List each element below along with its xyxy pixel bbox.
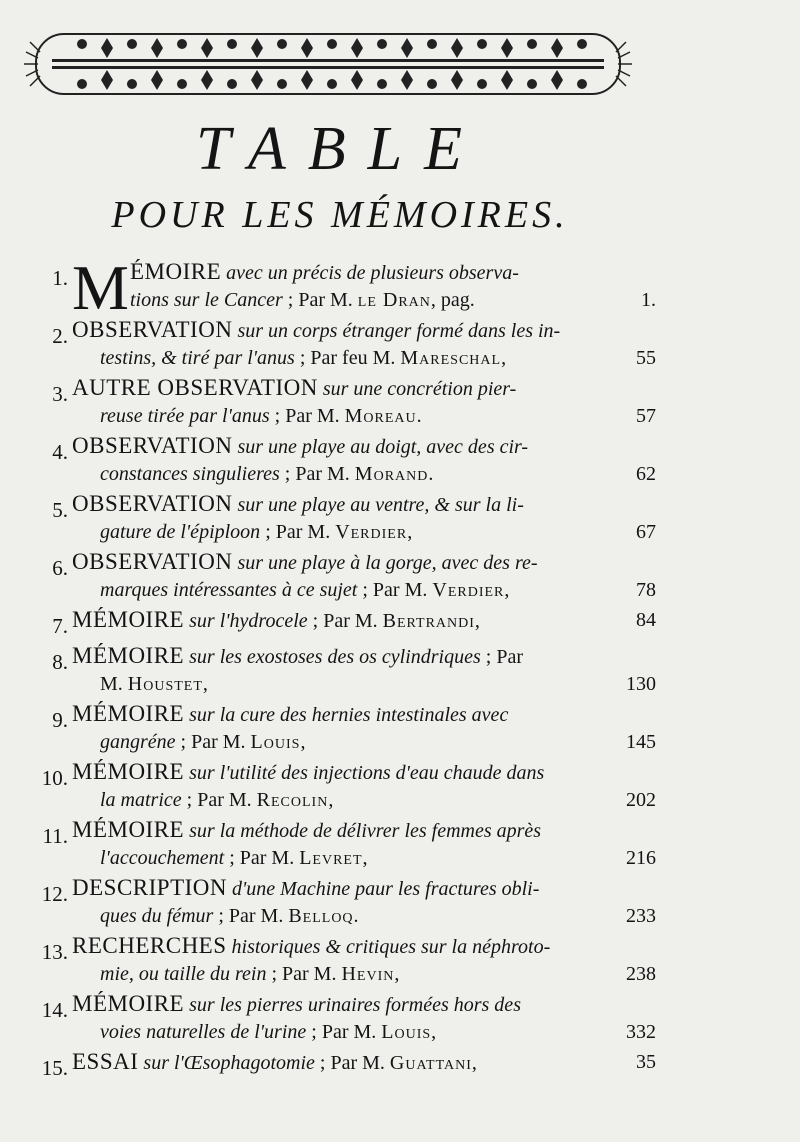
drop-cap: M	[72, 252, 129, 323]
entry-line-1: MÉMOIRE sur l'utilité des injections d'eau chaude dans	[72, 759, 545, 784]
entry-number: 9.	[52, 708, 68, 732]
entry-line-1: ÉMOIRE avec un précis de plusieurs observa-	[130, 259, 519, 284]
toc-entry	[28, 252, 656, 323]
toc-entry	[28, 490, 656, 548]
toc-entry	[28, 1048, 656, 1084]
entry-page-number: 78	[636, 579, 656, 601]
entry-line-2: gangréne ; Par M. Louis,	[100, 731, 306, 753]
entry-page-number: 145	[626, 731, 656, 753]
entry-line-1: MÉMOIRE sur la méthode de délivrer les femmes après	[72, 817, 542, 842]
entry-line-1: AUTRE OBSERVATION sur une concrétion pier-	[72, 375, 517, 400]
toc-entry	[28, 816, 656, 874]
entry-number: 13.	[41, 940, 68, 964]
entry-page-number: 332	[626, 1021, 656, 1043]
entry-line-2: M. Houstet,	[100, 673, 208, 695]
entry-page-number: 238	[626, 963, 656, 985]
entry-number: 11.	[42, 824, 68, 848]
entry-line-1: RECHERCHES historiques & critiques sur la néphroto-	[72, 933, 551, 958]
entry-number: 1.	[52, 266, 68, 290]
entry-page-number: 1.	[641, 289, 656, 311]
toc-entry	[28, 990, 656, 1048]
entry-page-number: 67	[636, 521, 656, 543]
entry-line-2: voies naturelles de l'urine ; Par M. Louis,	[100, 1021, 437, 1043]
entry-page-number: 202	[626, 789, 656, 811]
entry-line-2: constances singulieres ; Par M. Morand.	[100, 463, 435, 485]
entry-line-2: tions sur le Cancer ; Par M. le Dran, pag.	[130, 289, 475, 311]
toc-entry	[28, 548, 656, 606]
entry-line-2: gature de l'épiploon ; Par M. Verdier,	[100, 521, 413, 543]
page-title: TABLE	[196, 115, 484, 183]
toc-entry	[28, 606, 656, 642]
entry-page-number: 57	[636, 405, 656, 427]
entry-line-2: testins, & tiré par l'anus ; Par feu M. Mareschal,	[100, 347, 507, 369]
entry-line-2: reuse tirée par l'anus ; Par M. Moreau.	[100, 405, 423, 427]
toc-entry	[28, 642, 656, 700]
entry-number: 4.	[52, 440, 68, 464]
decorative-header-ornament	[22, 26, 634, 102]
toc-entry	[28, 316, 656, 374]
entry-number: 2.	[52, 324, 68, 348]
entry-line-1: MÉMOIRE sur les pierres urinaires formées hors des	[72, 991, 521, 1016]
entry-number: 10.	[41, 766, 68, 790]
toc-entry	[28, 932, 656, 990]
entry-page-number: 130	[626, 673, 656, 695]
entry-line-2: marques intéressantes à ce sujet ; Par M. Verdier,	[100, 579, 510, 601]
entry-line-1: MÉMOIRE sur les exostoses des os cylindriques ; Par	[72, 643, 523, 668]
toc-entry	[28, 874, 656, 932]
entry-line-2: l'accouchement ; Par M. Levret,	[100, 847, 368, 869]
toc-entry	[28, 432, 656, 490]
entry-page-number: 233	[626, 905, 656, 927]
entry-number: 14.	[41, 998, 68, 1022]
entry-page-number: 84	[636, 609, 656, 631]
entry-page-number: 55	[636, 347, 656, 369]
entry-number: 12.	[41, 882, 68, 906]
entry-page-number: 216	[626, 847, 656, 869]
entry-number: 5.	[52, 498, 68, 522]
entry-number: 15.	[41, 1056, 68, 1080]
entry-number: 6.	[52, 556, 68, 580]
entry-number: 3.	[52, 382, 68, 406]
entry-page-number: 35	[636, 1051, 656, 1073]
entry-line-1: OBSERVATION sur une playe au doigt, avec des cir-	[72, 433, 529, 458]
entry-line-1: MÉMOIRE sur l'hydrocele ; Par M. Bertrandi,	[72, 607, 480, 632]
entry-line-1: MÉMOIRE sur la cure des hernies intestinales avec	[72, 701, 509, 726]
entry-line-1: ESSAI sur l'Œsophagotomie ; Par M. Guattani,	[72, 1049, 477, 1074]
entry-page-number: 62	[636, 463, 656, 485]
entry-line-1: OBSERVATION sur une playe au ventre, & sur la li-	[72, 491, 524, 516]
entry-line-1: OBSERVATION sur un corps étranger formé dans les in-	[72, 317, 561, 342]
entry-line-2: la matrice ; Par M. Recolin,	[100, 789, 334, 811]
toc-entry	[28, 374, 656, 432]
entry-number: 8.	[52, 650, 68, 674]
toc-entry	[28, 700, 656, 758]
entry-line-2: mie, ou taille du rein ; Par M. Hevin,	[100, 963, 400, 985]
entry-line-1: OBSERVATION sur une playe à la gorge, avec des re-	[72, 549, 538, 574]
table-of-contents	[28, 252, 656, 1084]
entry-line-2: ques du fémur ; Par M. Belloq.	[100, 905, 360, 927]
entry-number: 7.	[52, 614, 68, 638]
toc-entry	[28, 758, 656, 816]
entry-line-1: DESCRIPTION d'une Machine paur les fractures obli-	[72, 875, 540, 900]
page-subtitle: POUR LES MÉMOIRES.	[111, 194, 569, 236]
